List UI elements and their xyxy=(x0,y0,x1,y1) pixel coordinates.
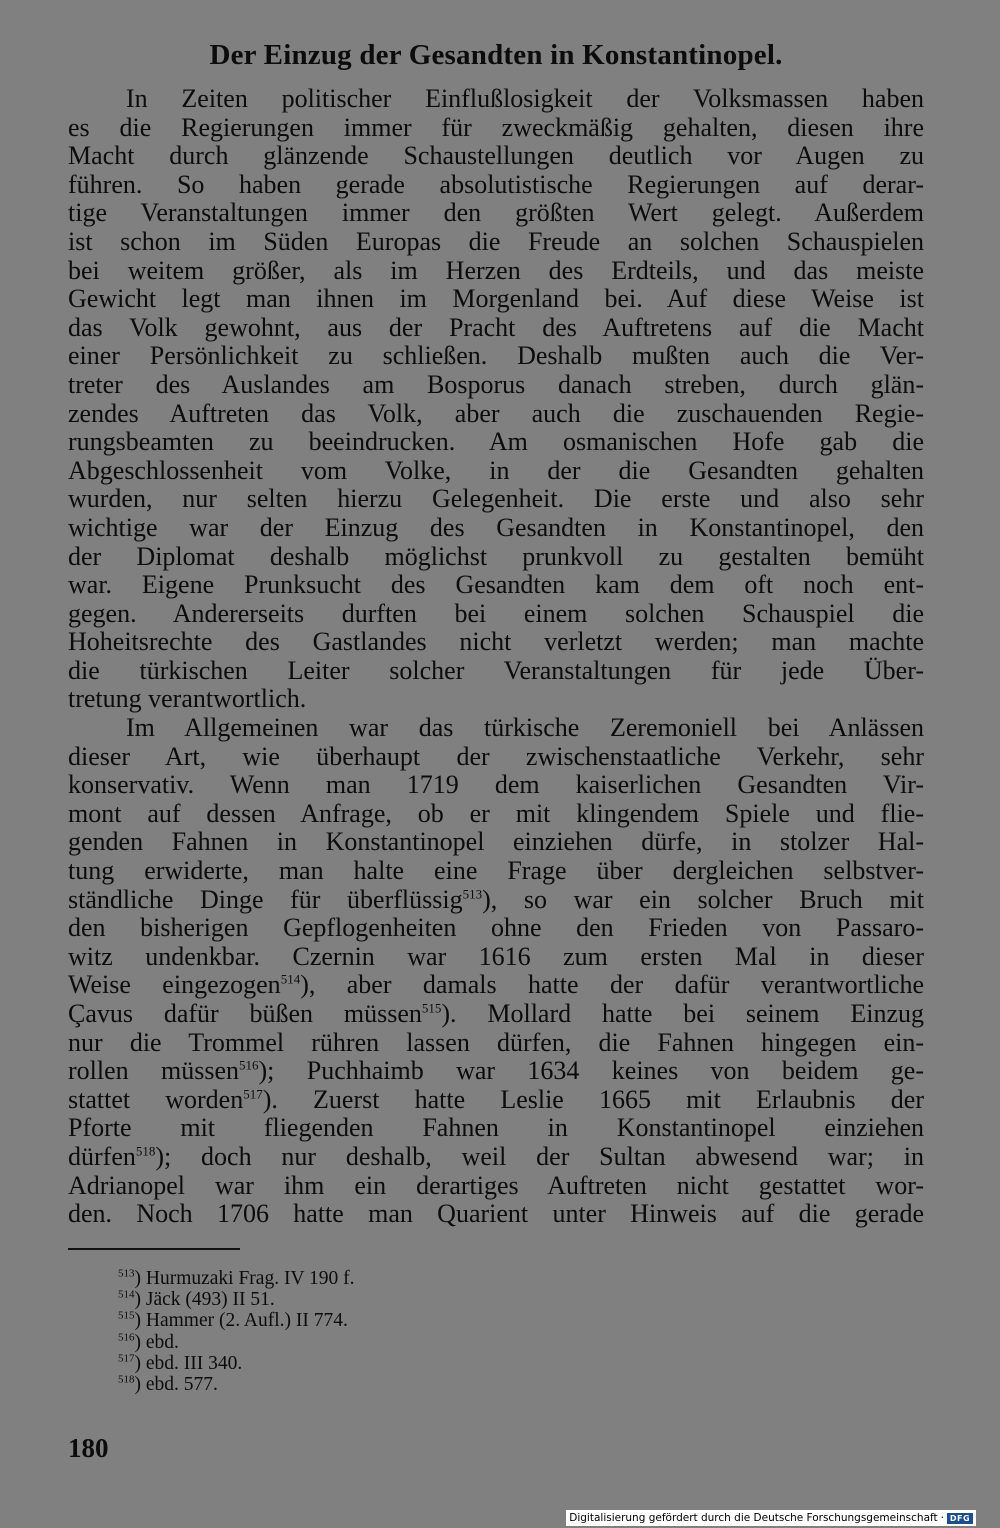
text-line xyxy=(68,971,924,1000)
text-line: treter des Auslandes am Bosporus danach streben, durch glän- xyxy=(68,369,924,399)
text-line: Pforte mit fliegenden Fahnen in Konstantinopel einziehen xyxy=(68,1113,924,1143)
text-line: wichtige war der Einzug des Gesandten in Konstantinopel, den xyxy=(68,512,924,542)
text-line: der Diplomat deshalb möglichst prunkvoll zu gestalten bemüht xyxy=(68,541,924,571)
text-fragment: Weise eingezogen xyxy=(68,970,281,1000)
text-line: einer Persönlichkeit zu schließen. Deshalb mußten auch die Ver- xyxy=(68,341,924,371)
footnote-text: ) ebd. xyxy=(134,1331,179,1353)
footnote xyxy=(118,1310,818,1331)
text-line: rungsbeamten zu beeindrucken. Am osmanischen Hofe gab die xyxy=(68,427,924,457)
text-line: es die Regierungen immer für zweckmäßig gehalten, diesen ihre xyxy=(68,112,924,142)
digitization-credit xyxy=(566,1510,976,1526)
footnote-divider xyxy=(68,1248,240,1250)
text-line xyxy=(68,1057,924,1086)
footnote xyxy=(118,1353,818,1374)
credit-separator: · xyxy=(940,1512,944,1524)
footnote xyxy=(118,1268,818,1289)
footnote-text: ) Hurmuzaki Frag. IV 190 f. xyxy=(134,1268,355,1289)
text-line: Hoheitsrechte des Gastlandes nicht verletzt werden; man machte xyxy=(68,627,924,657)
page-title: Der Einzug der Gesandten in Konstantinopel. xyxy=(209,39,783,71)
footnote xyxy=(118,1289,818,1310)
text-line: den. Noch 1706 hatte man Quarient unter Hinweis auf die gerade xyxy=(68,1199,924,1229)
text-line: Adrianopel war ihm ein derartiges Auftreten nicht gestattet wor- xyxy=(68,1170,924,1200)
footnote-text: ) ebd. III 340. xyxy=(134,1352,243,1374)
footnote-number: 518 xyxy=(118,1373,135,1386)
footnote xyxy=(118,1374,818,1395)
text-line: Macht durch glänzende Schaustellungen deutlich vor Augen zu xyxy=(68,141,924,171)
footnote-text: ) Jäck (493) II 51. xyxy=(134,1289,275,1311)
text-line: bei weitem größer, als im Herzen des Erdteils, und das meiste xyxy=(68,255,924,285)
text-line: tung erwiderte, man halte eine Frage über dergleichen selbstver- xyxy=(68,856,924,886)
text-fragment: Çavus dafür büßen müssen xyxy=(68,999,422,1028)
footnote-ref: 514 xyxy=(280,971,301,987)
text-line: gegen. Andererseits durften bei einem solchen Schauspiel die xyxy=(68,598,924,628)
footnote-ref: 513 xyxy=(462,885,483,901)
footnote-text: ) ebd. 577. xyxy=(134,1373,218,1395)
footnote-text: ) Hammer (2. Aufl.) II 774. xyxy=(134,1310,348,1332)
text-line: dieser Art, wie überhaupt der zwischenstaatliche Verkehr, sehr xyxy=(68,741,924,771)
text-fragment: ). Mollard hatte bei seinem Einzug xyxy=(441,999,924,1028)
text-fragment: ); doch nur deshalb, weil der Sultan abwesend war; in xyxy=(155,1141,924,1171)
text-line: nur die Trommel rühren lassen dürfen, die Fahnen hingegen ein- xyxy=(68,1027,924,1057)
body-text xyxy=(68,85,924,1229)
footnote-number: 516 xyxy=(118,1331,135,1344)
footnote-ref: 515 xyxy=(421,1000,442,1016)
text-line: In Zeiten politischer Einflußlosigkeit der Volksmassen haben xyxy=(126,84,924,113)
text-fragment: ). Zuerst hatte Leslie 1665 mit Erlaubnis der xyxy=(262,1084,924,1114)
dfg-logo-icon: DFG xyxy=(947,1513,973,1524)
footnote-ref: 518 xyxy=(135,1143,156,1159)
text-fragment: stattet worden xyxy=(68,1084,244,1114)
text-line: ist schon im Süden Europas die Freude an solchen Schauspielen xyxy=(68,226,924,256)
text-line: war. Eigene Prunksucht des Gesandten kam dem oft noch ent- xyxy=(68,570,924,600)
text-line: führen. So haben gerade absolutistische Regierungen auf derar- xyxy=(68,169,924,199)
text-line: das Volk gewohnt, aus der Pracht des Auftretens auf die Macht xyxy=(68,312,924,342)
footnote-number: 514 xyxy=(118,1288,135,1301)
text-line: zendes Auftreten das Volk, aber auch die zuschauenden Regie- xyxy=(68,398,924,428)
footnote-number: 515 xyxy=(118,1309,135,1322)
text-line: den bisherigen Gepflogenheiten ohne den Frieden von Passaro- xyxy=(68,913,924,943)
footnote-number: 517 xyxy=(118,1352,135,1365)
text-fragment: ); Puchhaimb war 1634 keines von beidem ge- xyxy=(258,1056,924,1086)
text-fragment: dürfen xyxy=(68,1141,136,1171)
text-line: konservativ. Wenn man 1719 dem kaiserlichen Gesandten Vir- xyxy=(68,770,924,800)
footnote-number: 513 xyxy=(118,1267,135,1280)
text-line: Im Allgemeinen war das türkische Zeremoniell bei Anlässen xyxy=(126,713,924,743)
text-line: mont auf dessen Anfrage, ob er mit klingendem Spiele und flie- xyxy=(68,798,924,828)
text-fragment: ), so war ein solcher Bruch mit xyxy=(482,884,924,914)
footnote-ref: 517 xyxy=(243,1086,263,1102)
text-line: Abgeschlossenheit vom Volke, in der die Gesandten gehalten xyxy=(68,455,924,485)
text-fragment: ständliche Dinge für überflüssig xyxy=(68,884,463,914)
text-line xyxy=(68,886,924,915)
text-fragment: ), aber damals hatte der dafür verantwortliche xyxy=(300,970,924,1000)
text-line xyxy=(68,1143,924,1172)
text-line xyxy=(68,1086,924,1115)
text-fragment: rollen müssen xyxy=(68,1056,240,1086)
text-line: tretung verantwortlich. xyxy=(68,684,307,714)
page-number: 180 xyxy=(68,1433,109,1463)
text-line: wurden, nur selten hierzu Gelegenheit. Die erste und also sehr xyxy=(68,484,924,514)
footnote xyxy=(118,1332,818,1353)
text-line: die türkischen Leiter solcher Veranstaltungen für jede Über- xyxy=(68,655,924,685)
text-line: genden Fahnen in Konstantinopel einziehen dürfe, in stolzer Hal- xyxy=(68,827,924,857)
credit-text: Digitalisierung gefördert durch die Deutsche Forschungsgemeinschaft xyxy=(569,1512,938,1524)
text-line: witz undenkbar. Czernin war 1616 zum ersten Mal in dieser xyxy=(68,941,924,971)
footnotes xyxy=(118,1268,818,1395)
text-line xyxy=(68,1000,924,1029)
text-line: tige Veranstaltungen immer den größten Wert gelegt. Außerdem xyxy=(68,198,924,228)
text-line: Gewicht legt man ihnen im Morgenland bei. Auf diese Weise ist xyxy=(68,284,924,314)
footnote-ref: 516 xyxy=(239,1057,259,1073)
